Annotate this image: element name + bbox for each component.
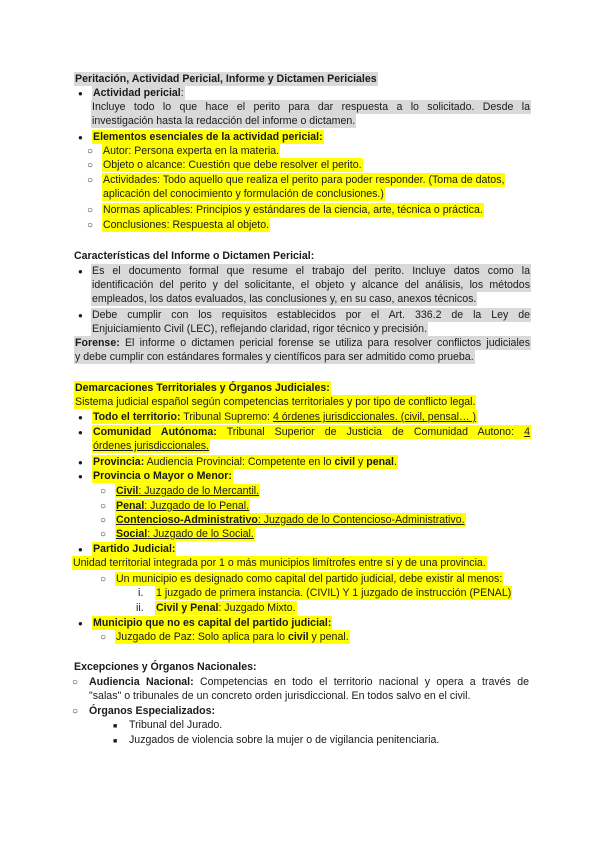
- juzgado-civil: Civil: Juzgado de lo Mercantil.: [116, 485, 260, 497]
- elemento-actividades-line-1: Actividades: Todo aquello que realiza el perito para poder responder. (Toma de datos,: [103, 174, 505, 186]
- bullet-circle: [100, 572, 106, 587]
- partido-judicial-heading: Partido Judicial:: [93, 543, 176, 555]
- demarcaciones-intro: Sistema judicial español según competencias territoriales y por tipo de conflicto legal.: [75, 396, 476, 408]
- bullet-square: [113, 718, 117, 734]
- primera-instancia: 1 juzgado de primera instancia. (CIVIL) Y 1 juzgado de instrucción (PENAL): [156, 587, 512, 599]
- roman-numeral-i: i.: [138, 587, 144, 599]
- actividad-pericial-line-2: investigación hasta la redacción del informe o dictamen.: [92, 115, 356, 127]
- bullet-disc: [78, 542, 83, 557]
- bullet-disc: [78, 86, 83, 101]
- bullet-disc: [78, 469, 83, 484]
- section-title-peritacion: Peritación, Actividad Pericial, Informe y Dictamen Periciales: [75, 73, 377, 85]
- elemento-actividades-line-2: aplicación del conocimiento y formulación de conclusiones.): [103, 188, 384, 200]
- comunidad-autonoma-line-2: órdenes jurisdiccionales.: [93, 440, 210, 452]
- capital-partido-judicial: Un municipio es designado como capital del partido judicial, debe existir al menos:: [116, 573, 503, 585]
- actividad-pericial-heading: Actividad pericial:: [93, 87, 184, 99]
- bullet-circle: [87, 218, 93, 233]
- bullet-circle: [87, 173, 93, 188]
- provincia-mayor-menor: Provincia o Mayor o Menor:: [93, 470, 232, 482]
- tribunal-jurado: Tribunal del Jurado.: [129, 719, 223, 731]
- section-title-excepciones: Excepciones y Órganos Nacionales:: [74, 661, 257, 673]
- bullet-circle: [72, 704, 78, 719]
- bullet-circle: [87, 203, 93, 218]
- audiencia-nacional-line-2: "salas" o tribunales de un concreto orden jurisdiccional. En todos salvo en el civil.: [89, 690, 471, 702]
- bullet-square: [113, 733, 117, 749]
- section-title-caracteristicas: Características del Informe o Dictamen Pericial:: [74, 250, 315, 262]
- bullet-circle: [100, 499, 106, 514]
- forense-line-1: Forense: El informe o dictamen pericial forense se utiliza para resolver conflictos judiciales: [75, 337, 530, 349]
- bullet-circle: [87, 158, 93, 173]
- bullet-circle: [100, 484, 106, 499]
- elemento-normas: Normas aplicables: Principios y estándares de la ciencia, arte, técnica o práctica.: [103, 204, 483, 216]
- bullet-disc: [78, 455, 83, 470]
- informe-line-3: empleados, los datos evaluados, las conclusiones y, en su caso, anexos técnicos.: [92, 293, 477, 305]
- audiencia-nacional-line-1: Audiencia Nacional: Competencias en todo el territorio nacional y opera a través de: [89, 676, 529, 688]
- bullet-disc: [78, 308, 83, 323]
- requisitos-line-1: Debe cumplir con los requisitos establecidos por el Art. 336.2 de la Ley de: [92, 309, 530, 321]
- juzgados-violencia: Juzgados de violencia sobre la mujer o de vigilancia penitenciaria.: [129, 734, 440, 746]
- section-title-demarcaciones: Demarcaciones Territoriales y Órganos Judiciales:: [75, 382, 330, 394]
- bullet-circle: [100, 527, 106, 542]
- informe-line-1: Es el documento formal que resume el trabajo del perito. Incluye datos como la: [92, 265, 530, 277]
- comunidad-autonoma-line-1: Comunidad Autónoma: Tribunal Superior de Justicia de Comunidad Autono: 4: [93, 426, 530, 438]
- bullet-disc: [78, 410, 83, 425]
- elemento-conclusiones: Conclusiones: Respuesta al objeto.: [103, 219, 270, 231]
- bullet-disc: [78, 616, 83, 631]
- juzgado-de-paz: Juzgado de Paz: Solo aplica para lo civil y penal.: [116, 631, 349, 643]
- elementos-esenciales-heading: Elementos esenciales de la actividad pericial:: [93, 131, 323, 143]
- bullet-disc: [78, 130, 83, 145]
- bullet-circle: [72, 675, 78, 690]
- elemento-autor: Autor: Persona experta en la materia.: [103, 145, 280, 157]
- municipio-no-capital-heading: Municipio que no es capital del partido judicial:: [93, 617, 332, 629]
- organos-especializados-heading: Órganos Especializados:: [89, 705, 215, 717]
- bullet-disc: [78, 425, 83, 440]
- juzgado-contencioso: Contencioso-Administrativo: Juzgado de lo Contencioso-Administrativo.: [116, 514, 465, 526]
- bullet-circle: [100, 513, 106, 528]
- roman-numeral-ii: ii.: [136, 602, 144, 614]
- informe-line-2: identificación del perito y del solicitante, el objeto y alcance del análisis, los métodos: [92, 279, 530, 291]
- partido-judicial-text: Unidad territorial integrada por 1 o más municipios limítrofes entre sí y de una provincia.: [73, 557, 486, 569]
- todo-territorio: Todo el territorio: Tribunal Supremo: 4 órdenes jurisdiccionales. (civil, pensal… ): [93, 411, 477, 423]
- juzgado-mixto: Civil y Penal: Juzgado Mixto.: [156, 602, 296, 614]
- juzgado-penal: Penal: Juzgado de lo Penal.: [116, 500, 250, 512]
- juzgado-social: Social: Juzgado de lo Social.: [116, 528, 254, 540]
- elemento-objeto: Objeto o alcance: Cuestión que debe resolver el perito.: [103, 159, 362, 171]
- bullet-circle: [100, 630, 106, 645]
- bullet-disc: [78, 264, 83, 279]
- requisitos-line-2: Enjuiciamiento Civil (LEC), reflejando claridad, rigor técnico y precisión.: [92, 323, 428, 335]
- forense-line-2: y debe cumplir con estándares formales y científicos para ser admitido como prueba.: [75, 351, 474, 363]
- actividad-pericial-line-1: Incluye todo lo que hace el perito para dar respuesta a lo solicitado. Desde la: [92, 101, 530, 113]
- provincia: Provincia: Audiencia Provincial: Competente en lo civil y penal.: [93, 456, 397, 468]
- bullet-circle: [87, 144, 93, 159]
